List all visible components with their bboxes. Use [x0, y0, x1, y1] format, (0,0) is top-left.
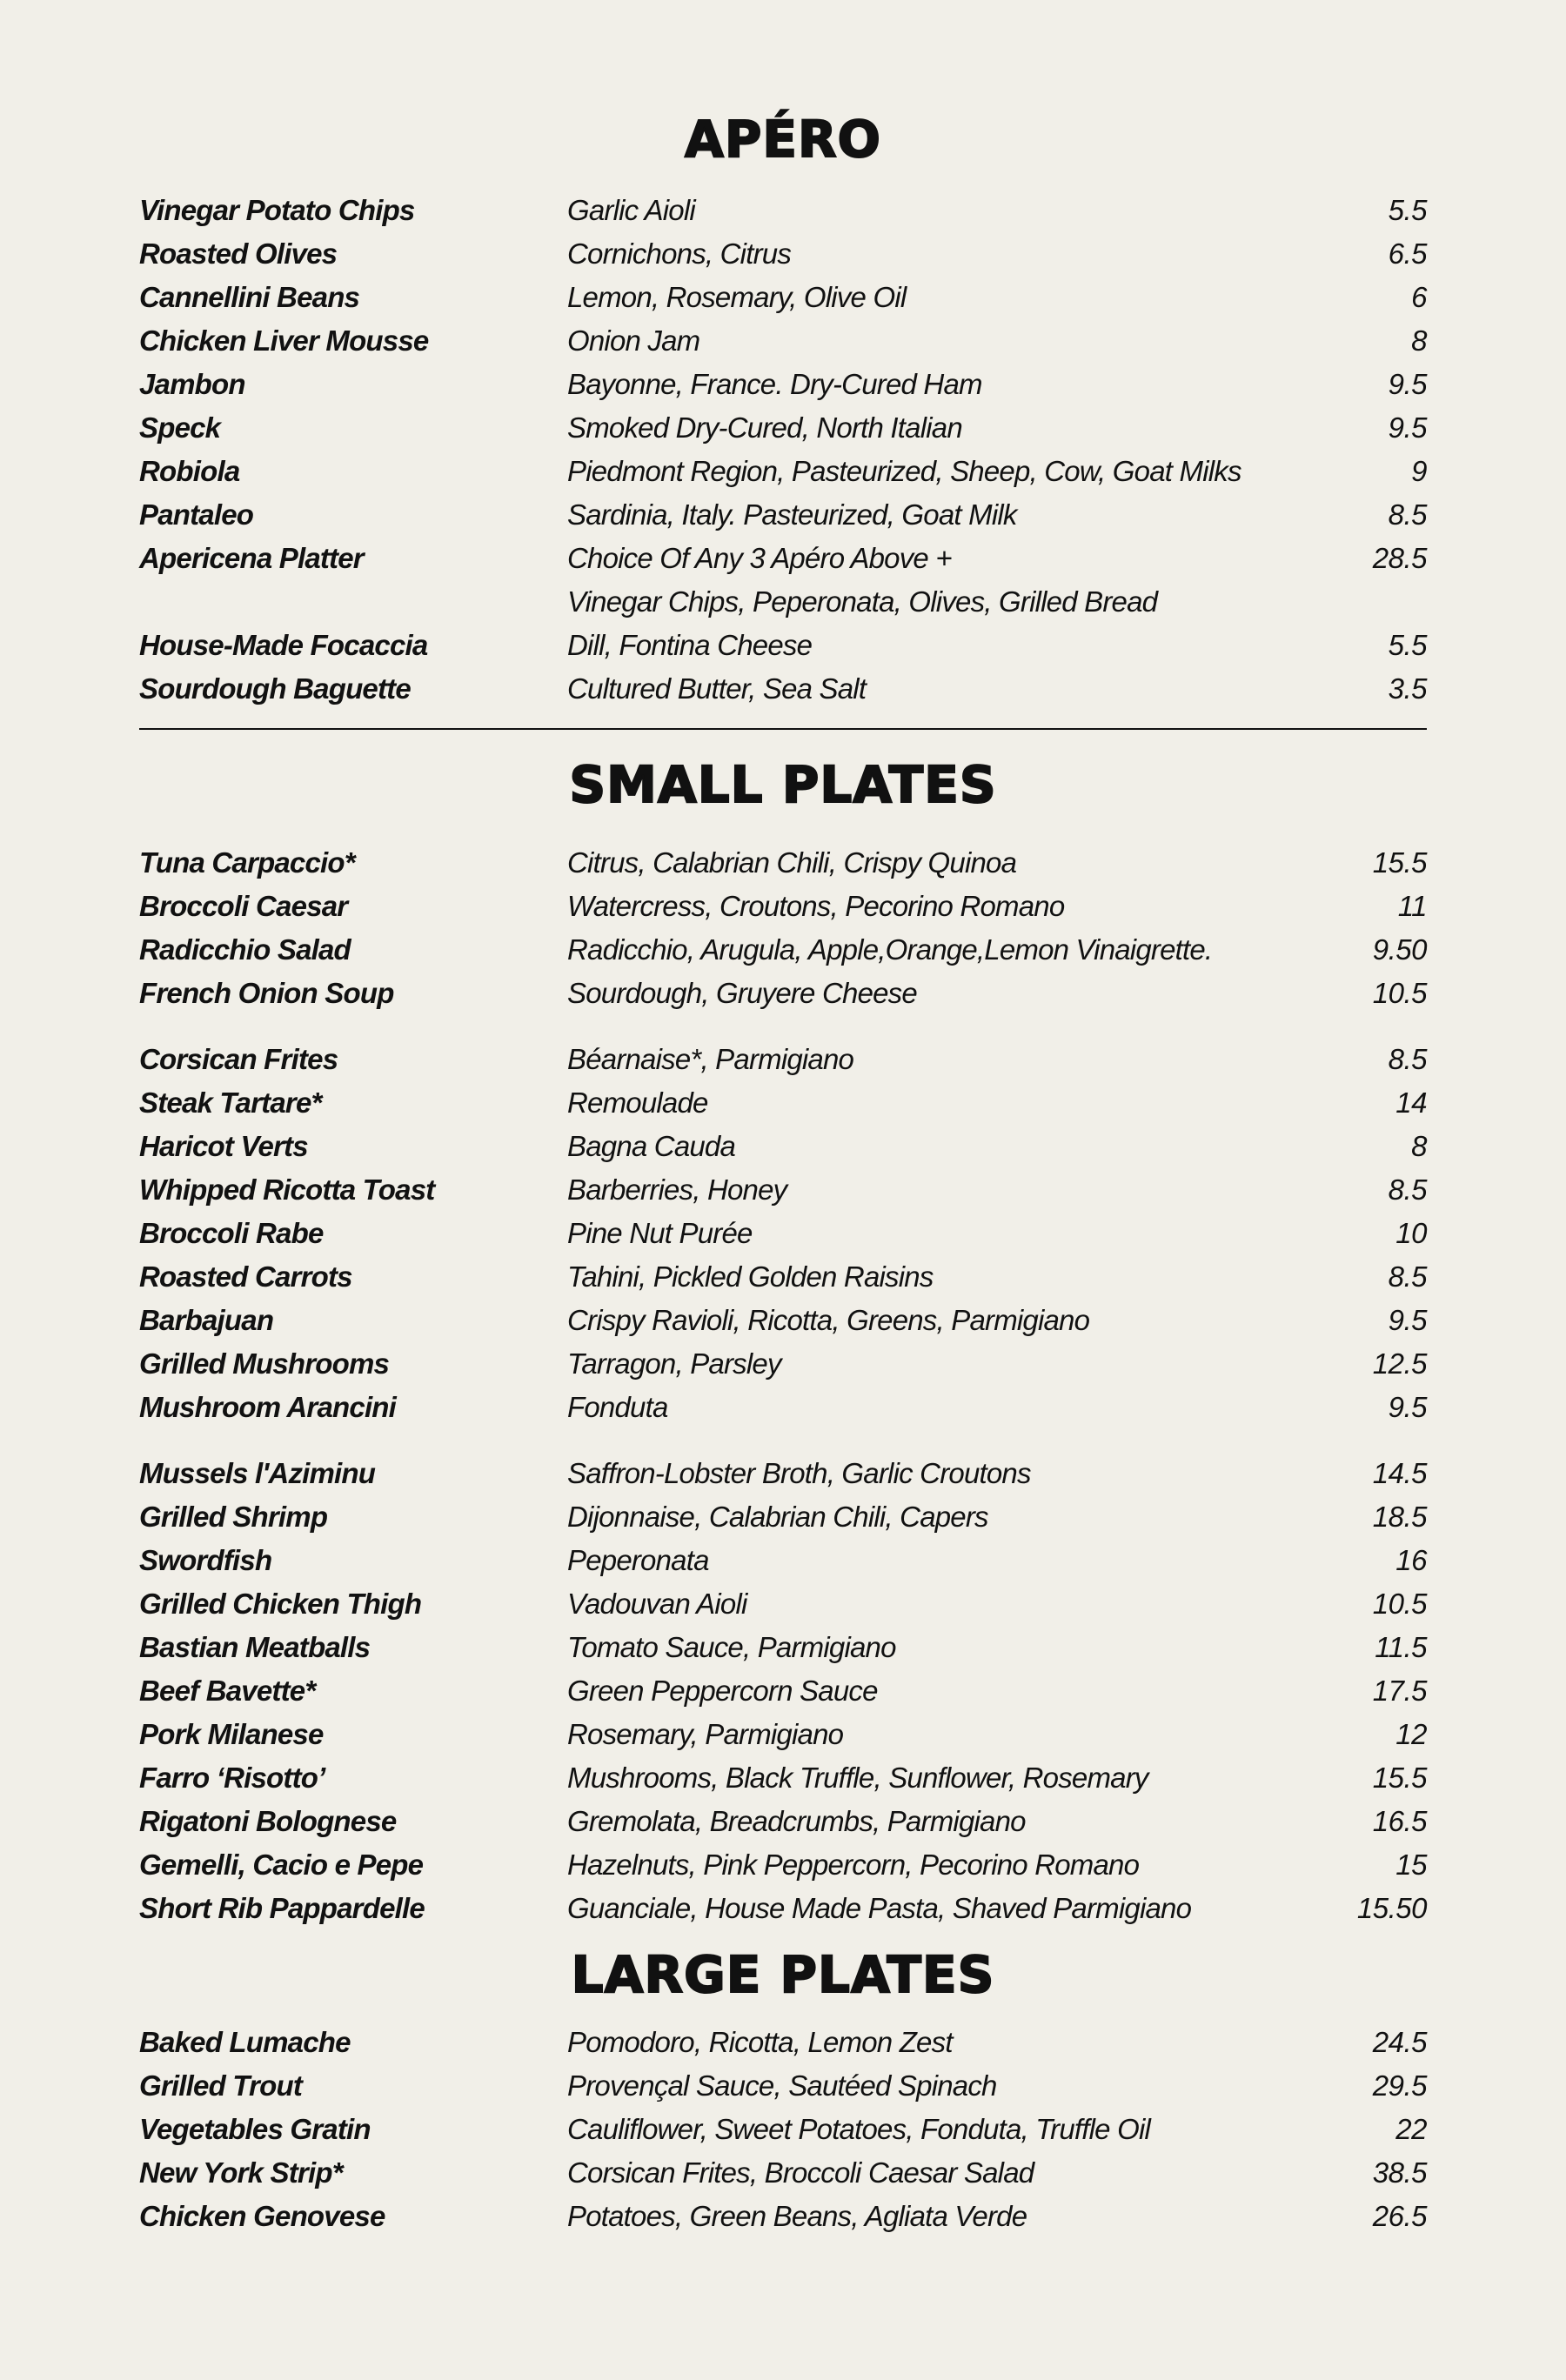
menu-item [139, 885, 1427, 928]
menu-item [139, 928, 1427, 972]
item-description: Dill, Fontina Cheese [567, 629, 813, 661]
item-name: Grilled Mushrooms [139, 1347, 390, 1380]
menu-item [139, 1299, 1427, 1342]
item-name: Vinegar Potato Chips [139, 194, 415, 226]
item-price: 8.5 [1388, 1173, 1427, 1206]
menu-item [139, 1756, 1427, 1800]
item-name: Broccoli Rabe [139, 1217, 324, 1249]
menu-item [139, 450, 1427, 493]
item-price: 8.5 [1388, 498, 1427, 531]
item-name: Grilled Trout [139, 2069, 303, 2102]
item-description: Sardinia, Italy. Pasteurized, Goat Milk [567, 498, 1017, 531]
item-price: 9 [1411, 455, 1427, 487]
item-name: Grilled Chicken Thigh [139, 1588, 422, 1620]
item-description: Béarnaise*, Parmigiano [567, 1043, 854, 1075]
item-name: Vegetables Gratin [139, 2113, 371, 2145]
item-price: 9.50 [1372, 933, 1427, 966]
item-name: Chicken Liver Mousse [139, 324, 429, 357]
item-price: 8.5 [1388, 1260, 1427, 1293]
item-name: French Onion Soup [139, 977, 394, 1009]
item-price: 15 [1395, 1849, 1427, 1881]
item-price: 16 [1395, 1544, 1427, 1576]
menu-item [139, 1669, 1427, 1713]
menu-item [139, 1626, 1427, 1669]
item-price: 9.5 [1388, 368, 1427, 400]
item-price: 3.5 [1388, 672, 1427, 705]
menu-item [139, 2021, 1427, 2064]
item-name: Barbajuan [139, 1304, 274, 1336]
item-name: Speck [139, 411, 221, 444]
item-description: Cauliflower, Sweet Potatoes, Fonduta, Truffle Oil [567, 2113, 1151, 2145]
item-name: Jambon [139, 368, 245, 400]
item-name: Mushroom Arancini [139, 1391, 397, 1423]
item-price: 11.5 [1375, 1631, 1427, 1663]
item-name: Short Rib Pappardelle [139, 1892, 425, 1924]
item-name: Gemelli, Cacio e Pepe [139, 1849, 424, 1881]
menu-item [139, 841, 1427, 885]
item-price: 6 [1411, 281, 1427, 313]
item-name: Roasted Olives [139, 237, 338, 270]
menu-item [139, 363, 1427, 406]
section-divider [139, 728, 1427, 730]
item-description-line-1: Choice Of Any 3 Apéro Above + [567, 542, 952, 574]
item-name: Bastian Meatballs [139, 1631, 371, 1663]
item-description [567, 537, 1333, 624]
item-description: Dijonnaise, Calabrian Chili, Capers [567, 1501, 988, 1533]
menu-item [139, 1452, 1427, 1495]
item-name: Grilled Shrimp [139, 1501, 328, 1533]
item-name: New York Strip* [139, 2156, 343, 2189]
item-price: 14 [1395, 1086, 1427, 1119]
item-description: Saffron-Lobster Broth, Garlic Croutons [567, 1457, 1031, 1489]
section-title-small-plates: SMALL PLATES [569, 755, 997, 814]
item-description: Guanciale, House Made Pasta, Shaved Parmigiano [567, 1892, 1192, 1924]
item-price: 10 [1395, 1217, 1427, 1249]
menu-item [139, 1342, 1427, 1386]
item-description: Gremolata, Breadcrumbs, Parmigiano [567, 1805, 1026, 1837]
menu-item [139, 1168, 1427, 1212]
item-name: Baked Lumache [139, 2026, 351, 2058]
item-price: 38.5 [1372, 2156, 1427, 2189]
menu-item [139, 1255, 1427, 1299]
item-price: 18.5 [1372, 1501, 1427, 1533]
item-description: Barberries, Honey [567, 1173, 787, 1206]
menu-item [139, 1038, 1427, 1081]
section-title-large-plates: LARGE PLATES [571, 1945, 995, 2004]
item-price: 8 [1411, 1130, 1427, 1162]
menu-item [139, 2151, 1427, 2195]
item-name: Chicken Genovese [139, 2200, 385, 2232]
item-name: Apericena Platter [139, 542, 364, 574]
large-plates-list [139, 2021, 1427, 2238]
menu-item [139, 232, 1427, 276]
item-description: Piedmont Region, Pasteurized, Sheep, Cow, Goat Milks [567, 455, 1241, 487]
menu-item [139, 1081, 1427, 1125]
item-description: Sourdough, Gruyere Cheese [567, 977, 917, 1009]
item-price: 9.5 [1388, 1391, 1427, 1423]
item-description: Watercress, Croutons, Pecorino Romano [567, 890, 1065, 922]
menu-item [139, 2108, 1427, 2151]
menu-item [139, 1539, 1427, 1582]
item-price: 17.5 [1372, 1675, 1427, 1707]
item-description: Cultured Butter, Sea Salt [567, 672, 867, 705]
item-description: Peperonata [567, 1544, 709, 1576]
item-price: 12.5 [1372, 1347, 1427, 1380]
menu-item [139, 1887, 1427, 1930]
item-name: Roasted Carrots [139, 1260, 352, 1293]
menu-item [139, 624, 1427, 667]
item-name: Cannellini Beans [139, 281, 360, 313]
item-description: Citrus, Calabrian Chili, Crispy Quinoa [567, 846, 1017, 879]
menu-item [139, 276, 1427, 319]
item-price: 15.5 [1372, 846, 1427, 879]
section-title-apero: APÉRO [685, 110, 881, 169]
menu-item [139, 1582, 1427, 1626]
menu-item [139, 1212, 1427, 1255]
item-description: Hazelnuts, Pink Peppercorn, Pecorino Romano [567, 1849, 1140, 1881]
item-price: 8.5 [1388, 1043, 1427, 1075]
item-name: Pantaleo [139, 498, 254, 531]
menu-item [139, 1843, 1427, 1887]
item-name: Pork Milanese [139, 1718, 324, 1750]
item-price: 8 [1411, 324, 1427, 357]
item-description: Mushrooms, Black Truffle, Sunflower, Rosemary [567, 1762, 1148, 1794]
item-description: Onion Jam [567, 324, 700, 357]
item-price: 5.5 [1388, 629, 1427, 661]
item-price: 9.5 [1388, 411, 1427, 444]
item-description: Pine Nut Purée [567, 1217, 753, 1249]
item-name: Rigatoni Bolognese [139, 1805, 397, 1837]
item-description: Smoked Dry-Cured, North Italian [567, 411, 962, 444]
item-description: Garlic Aioli [567, 194, 695, 226]
menu-item [139, 493, 1427, 537]
item-description: Pomodoro, Ricotta, Lemon Zest [567, 2026, 953, 2058]
item-price: 10.5 [1372, 977, 1427, 1009]
item-name: Whipped Ricotta Toast [139, 1173, 435, 1206]
menu-item [139, 972, 1427, 1015]
menu-item [139, 1386, 1427, 1429]
menu-item [139, 1800, 1427, 1843]
item-price: 12 [1395, 1718, 1427, 1750]
item-price: 15.5 [1372, 1762, 1427, 1794]
menu-item [139, 406, 1427, 450]
item-price: 10.5 [1372, 1588, 1427, 1620]
item-description: Cornichons, Citrus [567, 237, 792, 270]
menu-item [139, 189, 1427, 232]
item-description: Provençal Sauce, Sautéed Spinach [567, 2069, 997, 2102]
item-price: 26.5 [1372, 2200, 1427, 2232]
item-price: 16.5 [1372, 1805, 1427, 1837]
item-price: 14.5 [1372, 1457, 1427, 1489]
item-name: Radicchio Salad [139, 933, 351, 966]
item-name: Broccoli Caesar [139, 890, 348, 922]
menu-item [139, 2195, 1427, 2238]
menu-item [139, 319, 1427, 363]
item-name: Beef Bavette* [139, 1675, 316, 1707]
item-price: 15.50 [1356, 1892, 1427, 1924]
item-name: Mussels l'Aziminu [139, 1457, 376, 1489]
item-description: Bagna Cauda [567, 1130, 736, 1162]
menu-item [139, 1495, 1427, 1539]
item-description: Corsican Frites, Broccoli Caesar Salad [567, 2156, 1034, 2189]
item-description: Tahini, Pickled Golden Raisins [567, 1260, 934, 1293]
item-price: 6.5 [1388, 237, 1427, 270]
apero-list [139, 189, 1427, 711]
menu-item [139, 667, 1427, 711]
item-name: House-Made Focaccia [139, 629, 428, 661]
small-plates-list [139, 841, 1427, 1930]
item-name: Farro ‘Risotto’ [139, 1762, 325, 1794]
item-price: 24.5 [1372, 2026, 1427, 2058]
item-description-line-2: Vinegar Chips, Peperonata, Olives, Grilled Bread [567, 585, 1158, 618]
item-description: Fonduta [567, 1391, 668, 1423]
menu-item [139, 1713, 1427, 1756]
item-description: Tomato Sauce, Parmigiano [567, 1631, 896, 1663]
item-price: 22 [1395, 2113, 1427, 2145]
item-name: Robiola [139, 455, 240, 487]
item-price: 29.5 [1372, 2069, 1427, 2102]
item-name: Swordfish [139, 1544, 272, 1576]
item-price: 9.5 [1388, 1304, 1427, 1336]
item-description: Vadouvan Aioli [567, 1588, 747, 1620]
menu [139, 0, 1427, 2238]
item-name: Corsican Frites [139, 1043, 338, 1075]
item-description: Radicchio, Arugula, Apple,Orange,Lemon Vinaigrette. [567, 933, 1213, 966]
item-description: Rosemary, Parmigiano [567, 1718, 844, 1750]
item-description: Lemon, Rosemary, Olive Oil [567, 281, 907, 313]
item-name: Haricot Verts [139, 1130, 308, 1162]
item-description: Crispy Ravioli, Ricotta, Greens, Parmigiano [567, 1304, 1090, 1336]
menu-item [139, 2064, 1427, 2108]
item-name: Steak Tartare* [139, 1086, 322, 1119]
item-description: Remoulade [567, 1086, 708, 1119]
item-name: Tuna Carpaccio* [139, 846, 355, 879]
item-price: 5.5 [1388, 194, 1427, 226]
item-description: Potatoes, Green Beans, Agliata Verde [567, 2200, 1027, 2232]
menu-item [139, 537, 1427, 624]
menu-item [139, 1125, 1427, 1168]
item-description: Bayonne, France. Dry-Cured Ham [567, 368, 982, 400]
item-name: Sourdough Baguette [139, 672, 411, 705]
item-price: 28.5 [1372, 542, 1427, 574]
item-price: 11 [1397, 890, 1427, 922]
item-description: Tarragon, Parsley [567, 1347, 781, 1380]
item-description: Green Peppercorn Sauce [567, 1675, 878, 1707]
